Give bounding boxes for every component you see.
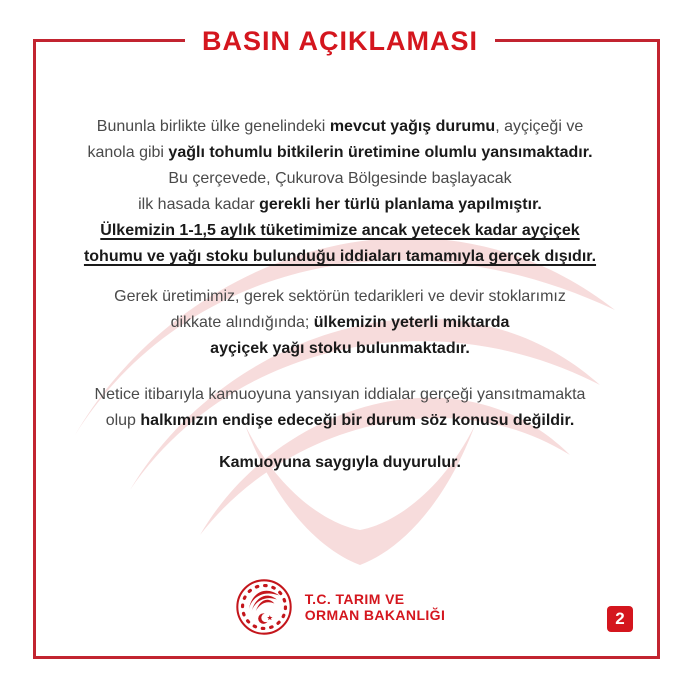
page-title <box>0 28 680 55</box>
press-text-segment: Ülkemizin 1-1,5 aylık tüketimimize ancak yetecek kadar ayçiçek <box>100 222 580 239</box>
ministry-name-line2: ORMAN BAKANLIĞI <box>304 607 446 623</box>
press-text-segment: gerekli her türlü planlama yapılmıştır. <box>259 196 542 213</box>
press-line <box>50 450 630 476</box>
press-text-segment: ilk hasada kadar <box>138 196 260 213</box>
press-text-segment: , ayçiçeği ve <box>495 118 584 135</box>
ministry-name-line1: T.C. TARIM VE <box>304 591 405 607</box>
press-paragraph <box>50 284 630 362</box>
press-text-segment: kanola gibi <box>87 144 169 161</box>
press-text-segment: ayçiçek yağı stoku bulunmaktadır. <box>210 340 470 357</box>
press-text-segment: Bu çerçevede, Çukurova Bölgesinde başlayacak <box>168 170 512 187</box>
press-line <box>50 244 630 270</box>
press-line <box>50 218 630 244</box>
ministry-name <box>305 591 446 623</box>
ministry-logo-block <box>0 578 680 636</box>
emblem-outer-ring <box>237 580 290 633</box>
press-paragraph <box>50 382 630 434</box>
press-text-segment: Bununla birlikte ülke genelindeki <box>96 118 330 135</box>
press-text-segment: olup <box>105 412 141 429</box>
press-text-segment: dikkate alındığında; <box>170 314 314 331</box>
press-paragraph <box>50 114 630 270</box>
page-title-text: BASIN AÇIKLAMASI <box>185 26 495 56</box>
press-line <box>50 310 630 336</box>
page-number-badge: 2 <box>607 606 633 632</box>
press-text-segment: halkımızın endişe edeceği bir durum söz konusu değildir. <box>140 412 575 429</box>
press-text-segment: tohumu ve yağı stoku bulunduğu iddiaları tamamıyla gerçek dışıdır. <box>83 248 597 265</box>
press-text-segment: Kamuoyuna saygıyla duyurulur. <box>219 454 461 471</box>
press-line <box>50 336 630 362</box>
press-text-segment: mevcut yağış durumu <box>329 118 496 135</box>
press-line <box>50 114 630 140</box>
press-text-segment: ülkemizin yeterli miktarda <box>313 314 510 331</box>
press-line <box>50 382 630 408</box>
press-release-body <box>50 114 630 476</box>
press-text-segment: Netice itibarıyla kamuoyuna yansıyan iddialar gerçeği yansıtmamakta <box>94 386 586 403</box>
press-text-segment: Gerek üretimimiz, gerek sektörün tedarikleri ve devir stoklarımız <box>114 288 566 305</box>
press-line <box>50 408 630 434</box>
press-paragraph <box>50 450 630 476</box>
press-line <box>50 192 630 218</box>
press-line <box>50 284 630 310</box>
ministry-emblem-icon <box>235 578 293 636</box>
press-line <box>50 140 630 166</box>
press-line <box>50 166 630 192</box>
press-text-segment: yağlı tohumlu bitkilerin üretimine olumlu yansımaktadır. <box>168 144 593 161</box>
